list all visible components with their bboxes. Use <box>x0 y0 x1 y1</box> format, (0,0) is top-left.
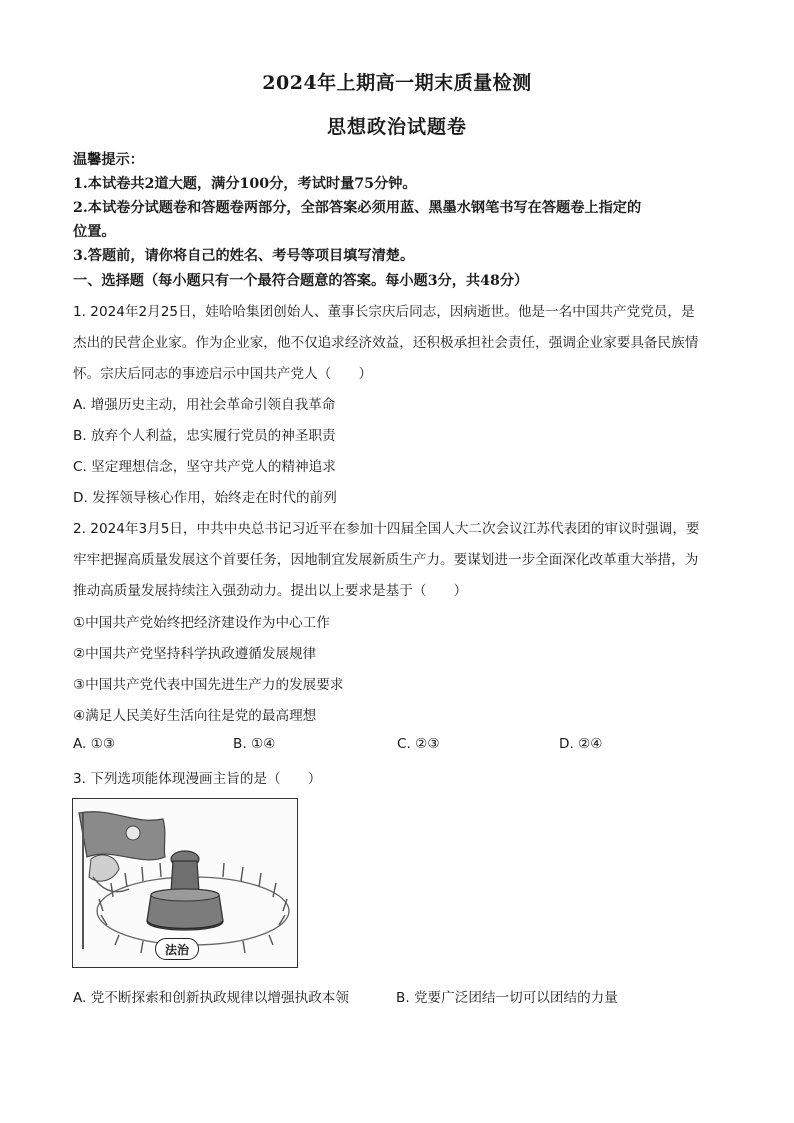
notice-heading: 温馨提示： <box>73 152 144 168</box>
notice-item-3: 3.答题前，请你将自己的姓名、考号等项目填写清楚。 <box>73 248 415 264</box>
q3-option-a: A. 党不断探索和创新执政规律以增强执政本领 <box>73 990 349 1006</box>
q3-option-b: B. 党要广泛团结一切可以团结的力量 <box>396 990 618 1006</box>
notice-item-2-cont: 位置。 <box>73 224 116 240</box>
q1-stem-line-1: 1. 2024年2月25日，娃哈哈集团创始人、董事长宗庆后同志，因病逝世。他是一名中国共产党党员，是 <box>73 304 695 320</box>
q1-stem-line-3: 怀。宗庆后同志的事迹启示中国共产党人（ ） <box>73 366 373 382</box>
q2-option-c: C. ②③ <box>397 736 440 752</box>
q2-item-1: ①中国共产党始终把经济建设作为中心工作 <box>73 615 330 631</box>
q1-option-d: D. 发挥领导核心作用，始终走在时代的前列 <box>73 490 337 506</box>
q1-option-c: C. 坚定理想信念，坚守共产党人的精神追求 <box>73 459 336 475</box>
exam-subtitle: 思想政治试题卷 <box>326 116 467 138</box>
q1-option-a: A. 增强历史主动，用社会革命引领自我革命 <box>73 397 336 413</box>
q1-stem-line-2: 杰出的民营企业家。作为企业家，他不仅追求经济效益，还积极承担社会责任，强调企业家要具备民族情 <box>73 335 699 351</box>
q2-item-4: ④满足人民美好生活向往是党的最高理想 <box>73 708 317 724</box>
q2-stem-line-3: 推动高质量发展持续注入强劲动力。提出以上要求是基于（ ） <box>73 583 468 599</box>
q3-stem: 3. 下列选项能体现漫画主旨的是（ ） <box>73 771 322 787</box>
q2-option-a: A. ①③ <box>73 736 116 752</box>
q2-stem-line-1: 2. 2024年3月5日，中共中央总书记习近平在参加十四届全国人大二次会议江苏代表团的审议时强调，要 <box>73 521 700 537</box>
q2-item-2: ②中国共产党坚持科学执政遵循发展规律 <box>73 646 317 662</box>
q2-item-3: ③中国共产党代表中国先进生产力的发展要求 <box>73 677 344 693</box>
q2-stem-line-2: 牢牢把握高质量发展这个首要任务，因地制宜发展新质生产力。要谋划进一步全面深化改革重大举措，为 <box>73 552 699 568</box>
q2-option-b: B. ①④ <box>233 736 276 752</box>
q3-cartoon-image <box>72 798 298 968</box>
q2-option-d: D. ②④ <box>559 736 603 752</box>
cartoon-label-fazhi: 法治 <box>155 938 199 960</box>
exam-title: 2024年上期高一期末质量检测 <box>262 72 532 94</box>
section-heading: 一、选择题（每小题只有一个最符合题意的答案。每小题3分，共48分） <box>73 273 529 289</box>
notice-item-1: 1.本试卷共2道大题，满分100分，考试时量75分钟。 <box>73 176 417 192</box>
q1-option-b: B. 放弃个人利益，忠实履行党员的神圣职责 <box>73 428 336 444</box>
notice-item-2: 2.本试卷分试题卷和答题卷两部分，全部答案必须用蓝、黑墨水钢笔书写在答题卷上指定的 <box>73 200 642 216</box>
